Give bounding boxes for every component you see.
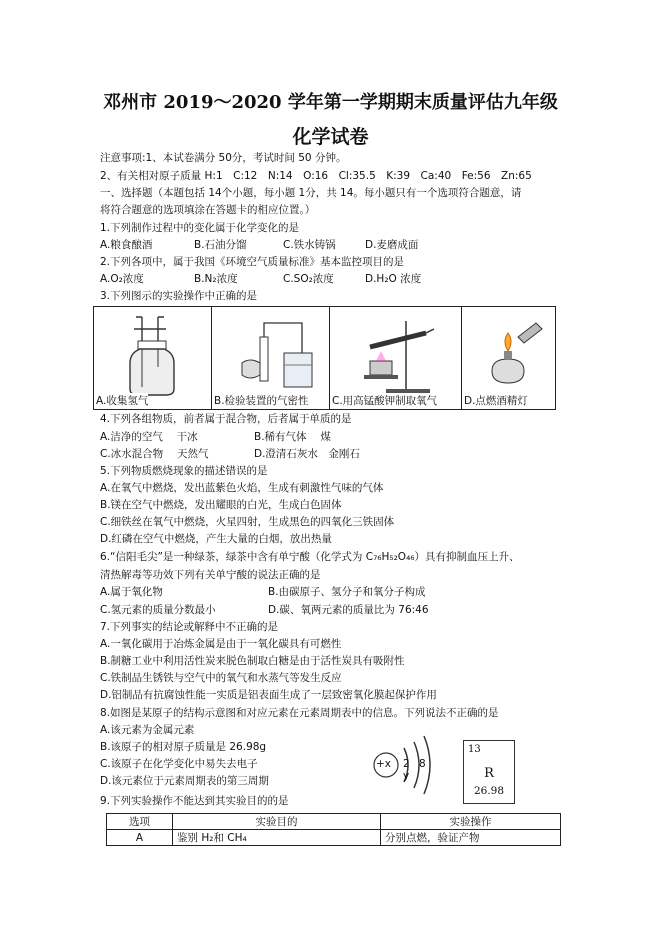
q5-option-c: C.细铁丝在氧气中燃烧，火星四射，生成黑色的四氧化三铁固体 bbox=[100, 516, 395, 528]
q5-option-a: A.在氧气中燃烧，发出蓝紫色火焰，生成有刺激性气味的气体 bbox=[100, 482, 384, 494]
table-header: 实验目的 bbox=[173, 814, 381, 830]
element-symbol: R bbox=[484, 766, 494, 781]
q7-option-b: B.制糖工业中利用活性炭来脱色制取白糖是由于活性炭具有吸附性 bbox=[100, 655, 405, 667]
q2-option-c: C.SO₂浓度 bbox=[283, 273, 334, 285]
electron-shell-counts: 2 8 y bbox=[403, 758, 429, 782]
table-header: 实验操作 bbox=[381, 814, 561, 830]
title-line-2: 化学试卷 bbox=[292, 126, 369, 148]
notes-line-1: 注意事项:1、本试卷满分 50分，考试时间 50 分钟。 bbox=[100, 152, 347, 164]
q7-option-c: C.铁制品生锈铁与空气中的氧气和水蒸气等发生反应 bbox=[100, 672, 342, 684]
q5-option-d: D.红磷在空气中燃烧，产生大量的白烟，放出热量 bbox=[100, 533, 332, 545]
q9-stem: 9.下列实验操作不能达到其实验目的的是 bbox=[100, 795, 289, 807]
q3-image-table bbox=[93, 306, 556, 410]
title-line-1: 邓州市 2019～2020 学年第一学期期末质量评估九年级 bbox=[103, 92, 558, 113]
q6-option-d: D.碳、氧两元素的质量比为 76:46 bbox=[268, 604, 429, 616]
q7-stem: 7.下列事实的结论或解释中不正确的是 bbox=[100, 621, 279, 633]
q1-option-b: B.石油分馏 bbox=[194, 239, 247, 251]
q6-stem-line-2: 清热解毒等功效下列有关单宁酸的说法正确的是 bbox=[100, 569, 321, 581]
q6-option-c: C.氢元素的质量分数最小 bbox=[100, 604, 216, 616]
q1-option-a: A.粮食酿酒 bbox=[100, 239, 153, 251]
atomic-mass: 26.98 bbox=[473, 785, 505, 797]
q6-stem-line-1: 6.“信阳毛尖”是一种绿茶，绿茶中含有单宁酸（化学式为 C₇₆H₅₂O₄₆）具有抑制血压上升、 bbox=[100, 551, 520, 563]
q3-option-b: B.检验装置的气密性 bbox=[214, 395, 309, 407]
q6-option-a: A.属于氧化物 bbox=[100, 586, 163, 598]
q5-stem: 5.下列物质燃烧现象的描述错误的是 bbox=[100, 465, 268, 477]
atomic-number: 13 bbox=[468, 744, 481, 755]
q3-option-d: D.点燃酒精灯 bbox=[464, 395, 528, 407]
q1-stem: 1.下列制作过程中的变化属于化学变化的是 bbox=[100, 222, 300, 234]
q8-option-d: D.该元素位于元素周期表的第三周期 bbox=[100, 775, 269, 787]
q3-option-a: A.收集氢气 bbox=[96, 395, 149, 407]
q6-option-b: B.由碳原子、氢分子和氧分子构成 bbox=[268, 586, 426, 598]
q1-option-c: C.铁水铸锅 bbox=[283, 239, 336, 251]
q1-option-d: D.麦磨成面 bbox=[365, 239, 419, 251]
periodic-table-cell bbox=[463, 740, 515, 804]
notes-line-2: 2、有关相对原子质量 H:1 C:12 N:14 O:16 Cl:35.5 K:39 Ca:40 Fe:56 Zn:65 bbox=[100, 170, 532, 182]
q2-option-d: D.H₂O 浓度 bbox=[365, 273, 422, 285]
q8-stem: 8.如图是某原子的结构示意图和对应元素在元素周期表中的信息。下列说法不正确的是 bbox=[100, 707, 499, 719]
q4-option-a: A.洁净的空气 干冰 bbox=[100, 431, 198, 443]
q3-cell-d bbox=[462, 307, 556, 410]
q9-table bbox=[106, 813, 561, 846]
q3-option-c: C.用高锰酸钾制取氧气 bbox=[332, 395, 438, 407]
q4-option-d: D.澄清石灰水 金刚石 bbox=[254, 448, 360, 460]
notes-line-4: 将符合题意的选项填涂在答题卡的相应位置。） bbox=[100, 204, 316, 216]
q4-option-c: C.冰水混合物 天然气 bbox=[100, 448, 209, 460]
q3-cell-b bbox=[212, 307, 330, 410]
q2-option-b: B.N₂浓度 bbox=[194, 273, 238, 285]
q8-option-c: C.该原子在化学变化中易失去电子 bbox=[100, 758, 258, 770]
q4-stem: 4.下列各组物质，前者属于混合物，后者属于单质的是 bbox=[100, 413, 352, 425]
q3-cell-a bbox=[94, 307, 212, 410]
table-cell: 鉴别 H₂和 CH₄ bbox=[173, 830, 381, 846]
nucleus-charge: +x bbox=[376, 758, 392, 770]
q7-option-d: D.铝制品有抗腐蚀性能一实质是铝表面生成了一层致密氧化膜起保护作用 bbox=[100, 689, 437, 701]
notes-line-3: 一、选择题（本题包括 14个小题，每小题 1分，共 14。每小题只有一个选项符合题意，请 bbox=[100, 187, 522, 199]
q2-stem: 2.下列各项中，属于我国《环境空气质量标准》基本监控项目的是 bbox=[100, 256, 405, 268]
table-row bbox=[107, 830, 561, 846]
q3-cell-c bbox=[330, 307, 462, 410]
table-cell: 分别点燃，验证产物 bbox=[381, 830, 561, 846]
q7-option-a: A.一氧化碳用于冶炼金属是由于一氧化碳具有可燃性 bbox=[100, 638, 342, 650]
table-header: 选项 bbox=[107, 814, 173, 830]
q8-option-a: A.该元素为金属元素 bbox=[100, 724, 195, 736]
q8-option-b: B.该原子的相对原子质量是 26.98g bbox=[100, 741, 267, 753]
table-header-row bbox=[107, 814, 561, 830]
q5-option-b: B.镁在空气中燃烧，发出耀眼的白光，生成白色固体 bbox=[100, 499, 342, 511]
q4-option-b: B.稀有气体 煤 bbox=[254, 431, 331, 443]
atom-structure-diagram bbox=[370, 730, 440, 800]
table-cell: A bbox=[107, 830, 173, 846]
q2-option-a: A.O₂浓度 bbox=[100, 273, 144, 285]
q3-stem: 3.下列图示的实验操作中正确的是 bbox=[100, 290, 258, 302]
